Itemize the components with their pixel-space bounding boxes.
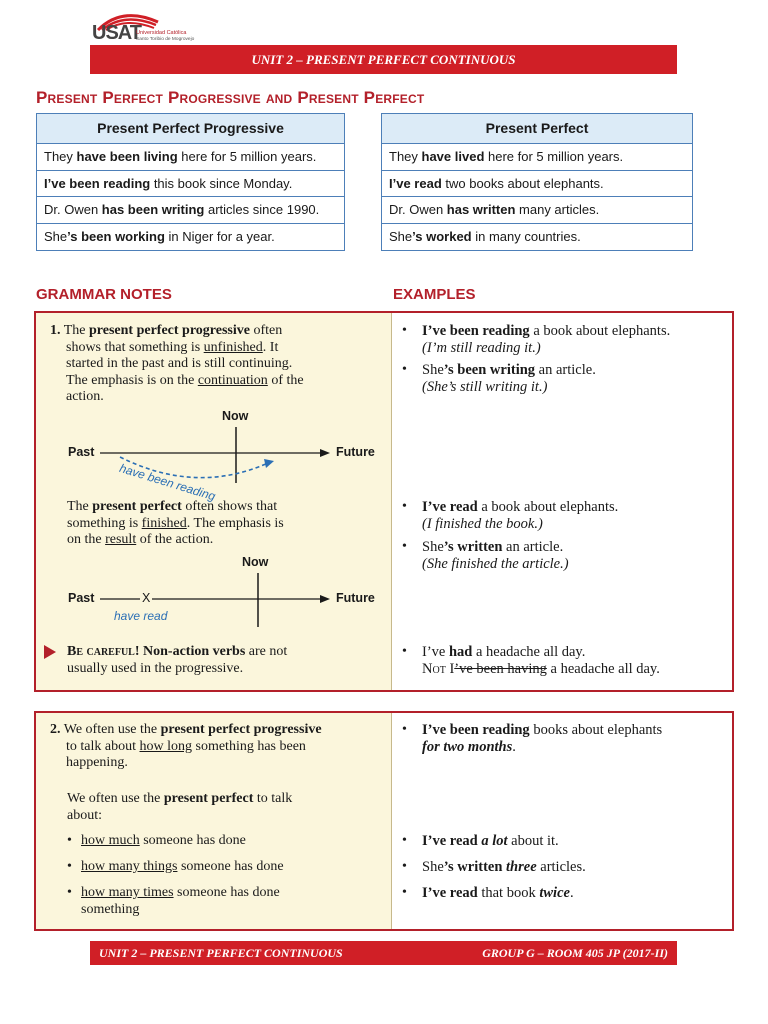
timeline-x-mark: X (142, 591, 151, 605)
example: I’ve had a headache all day. Not I’ve been having a headache all day. (422, 644, 660, 677)
example: I’ve read a book about elephants. (I finished the book.) (422, 499, 619, 532)
note-2-paragraph-2: We often use the present perfect to talk about: (67, 791, 293, 823)
careful-note: Be careful! Non-action verbs are not usually used in the progressive. (67, 644, 288, 676)
timeline-now-label: Now (222, 409, 249, 423)
careful-arrow-icon (44, 645, 56, 659)
note-1-paragraph-1: 1. The present perfect progressive often shows that something is unfinished. It started in the past and is still continuing. The emphasis is on the continuation of the action. (50, 323, 304, 404)
example: I’ve been reading books about elephants for two months. (422, 722, 663, 755)
list-item: how many things someone has done (81, 859, 284, 874)
footer-left-text: UNIT 2 – PRESENT PERFECT CONTINUOUS (99, 946, 343, 960)
list-item: how many times someone has done something (81, 885, 280, 917)
table-row: They have lived here for 5 million years. (382, 144, 692, 171)
footer-right-text: GROUP G – ROOM 405 JP (2017-II) (482, 946, 668, 960)
examples-label: EXAMPLES (393, 286, 476, 303)
table-row: They have been living here for 5 million years. (37, 144, 344, 171)
logo-text: USAT (92, 22, 141, 44)
grammar-note-2 (34, 711, 734, 931)
note-text-column (36, 313, 392, 690)
table-row: Dr. Owen has written many articles. (382, 197, 692, 224)
note-text-column: 2. We often use the present perfect progressive to talk about how long something has been happening. We often use the present perfect to talk about: • how much someone has done • how many things someone has done • how many times someone has done something (36, 713, 392, 929)
table-row: Dr. Owen has been writing articles since 1990. (37, 197, 344, 224)
university-logo (92, 10, 222, 46)
timeline-2 (36, 555, 392, 630)
timeline-past-label: Past (68, 445, 95, 459)
example: She’s written an article. (She finished the article.) (422, 539, 569, 572)
section-title: Present Perfect Progressive and Present Perfect (36, 88, 425, 107)
timeline-now-label: Now (242, 555, 269, 569)
list-item: how much someone has done (81, 833, 246, 848)
examples-column: • I’ve been reading a book about elephants. (I’m still reading it.) • She’s been writing an article. (She’s still writing it.) • I’ve read a book about elephants. (I finished the book.) • She’s written an article. (She finished the article.) • I’ve had a headache all day. Not I’ve been having a headache all day. (392, 313, 732, 690)
example: She’s written three articles. (422, 859, 586, 875)
table-row: I’ve been reading this book since Monday. (37, 171, 344, 198)
timeline-future-label: Future (336, 445, 375, 459)
table-row: I’ve read two books about elephants. (382, 171, 692, 198)
note-2-paragraph-1: 2. We often use the present perfect progressive to talk about how long something has been happening. (50, 722, 322, 770)
timeline-arrow-icon (36, 555, 392, 630)
table-row: She’s been working in Niger for a year. (44, 228, 275, 244)
table-header: Present Perfect (382, 114, 692, 144)
timeline-future-label: Future (336, 591, 375, 605)
timeline-arrow-icon (36, 405, 392, 495)
footer-banner (90, 941, 677, 965)
timeline-past-label: Past (68, 591, 95, 605)
timeline-label: have read (114, 609, 168, 623)
example: I’ve read that book twice. (422, 885, 574, 901)
grammar-notes-label: GRAMMAR NOTES (36, 286, 172, 303)
examples-column: • I’ve been reading books about elephants for two months. • I’ve read a lot about it. • She’s written three articles. • I’ve read that book twice. (392, 713, 732, 929)
timeline-1 (36, 405, 392, 504)
grammar-note-1 (34, 311, 734, 692)
example: I’ve read a lot about it. (422, 833, 559, 849)
example: She’s been writing an article. (She’s still writing it.) (422, 362, 596, 395)
note-1-paragraph-2: The present perfect often shows that something is finished. The emphasis is on the result of the action. (67, 499, 284, 547)
table-header: Present Perfect Progressive (37, 114, 344, 144)
example: I’ve been reading a book about elephants. (I’m still reading it.) (422, 323, 671, 356)
table-present-perfect-progressive (36, 113, 345, 251)
table-row: She’s worked in many countries. (389, 228, 581, 244)
table-present-perfect (381, 113, 693, 251)
logo-line2: Santo Toribio de Mogrovejo (136, 37, 195, 42)
timeline-curve-label: have been reading (117, 461, 218, 504)
logo-line1: Universidad Católica (136, 30, 187, 36)
title-banner: UNIT 2 – PRESENT PERFECT CONTINUOUS (90, 45, 677, 74)
